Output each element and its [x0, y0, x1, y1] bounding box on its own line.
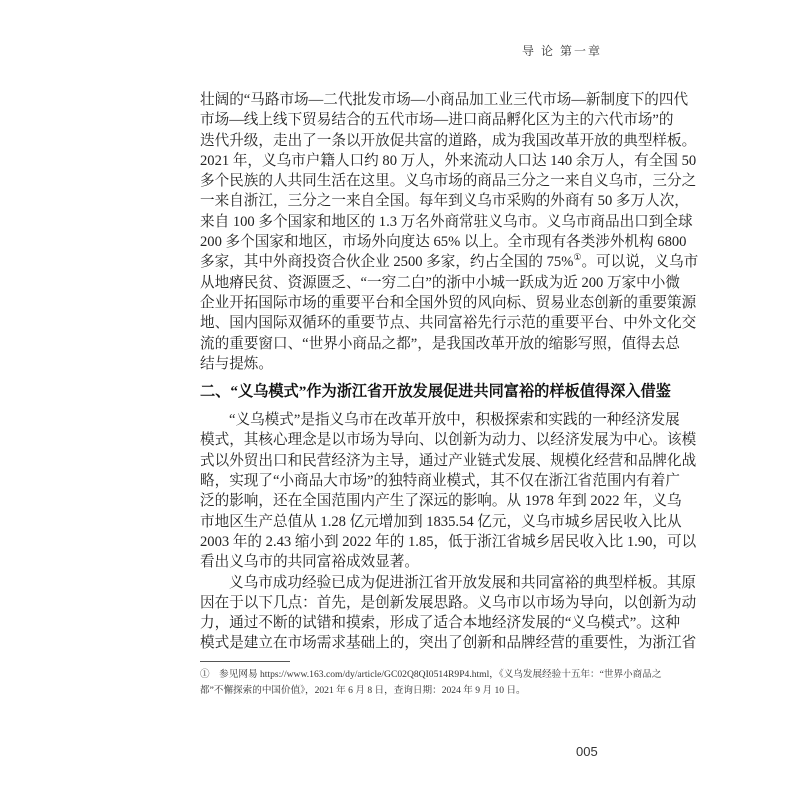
paragraph-1 [200, 90, 699, 374]
text-line: 200 多个国家和地区，市场外向度达 65% 以上。全市现有各类涉外机构 6800 [200, 234, 687, 251]
text-line: 式以外贸出口和民营经济为主导，通过产业链式发展、规模化经营和品牌化战 [200, 452, 697, 469]
text-line: 模式是建立在市场需求基础上的，突出了创新和品牌经营的重要性，为浙江省 [200, 635, 697, 652]
section-heading: 二、“义乌模式”作为浙江省开放发展促进共同富裕的样板值得深入借鉴 [200, 383, 671, 401]
footnote [200, 667, 662, 699]
footnote-marker[interactable]: ① [573, 252, 582, 263]
text-line: 因在于以下几点：首先，是创新发展思路。义乌市以市场为导向，以创新为动 [200, 594, 697, 611]
text-line: 一来自浙江，三分之一来自全国。每年到义乌市采购的外商有 50 多万人次， [200, 193, 689, 210]
text-line: 力，通过不断的试错和摸索，形成了适合本地经济发展的“义乌模式”。这种 [200, 615, 680, 632]
text-line: “义乌模式”是指义乌市在改革开放中，积极探索和实践的一种经济发展 [229, 412, 680, 429]
paragraph-3 [200, 573, 697, 654]
text-line: 企业开拓国际市场的重要平台和全国外贸的风向标、贸易业态创新的重要策源 [200, 294, 697, 311]
running-header: 导 论 第一章 [521, 44, 602, 58]
footnote-divider [200, 661, 290, 662]
body-text [200, 90, 699, 654]
text-line: 2021 年，义乌市户籍人口约 80 万人，外来流动人口达 140 余万人，有全国 50 [200, 152, 697, 169]
text-line: 壮阔的“马路市场—二代批发市场—小商品加工业三代市场—新制度下的四代 [200, 92, 689, 108]
footnote-line: ① 参见网易 https://www.163.com/dy/article/GC02Q8QI0514R9P4.html，《义乌发展经验十五年：“世界小商品之 [200, 669, 662, 680]
text-line: 看出义乌市的共同富裕成效显著。 [200, 554, 419, 571]
text-line: 从地瘠民贫、资源匮乏、“一穷二白”的浙中小城一跃成为近 200 万家中小微 [200, 274, 680, 291]
page-number: 005 [576, 744, 598, 759]
text-line: 2003 年的 2.43 缩小到 2022 年的 1.85，低于浙江省城乡居民收入比 1.90，可以 [200, 533, 697, 550]
text-line: 义乌市成功经验已成为促进浙江省开放发展和共同富裕的典型样板。其原 [229, 574, 697, 591]
text-line: 模式，其核心理念是以市场为导向、以创新为动力、以经济发展为中心。该模 [200, 432, 697, 449]
text-line [200, 252, 699, 272]
text-line: 多个民族的人共同生活在这里。义乌市场的商品三分之一来自义乌市，三分之 [200, 173, 697, 190]
text-line: 来自 100 多个国家和地区的 1.3 万名外商常驻义乌市。义乌市商品出口到全球 [200, 213, 693, 230]
text-line: 泛的影响，还在全国范围内产生了深远的影响。从 1978 年到 2022 年，义乌 [200, 493, 682, 510]
text-line: 地、国内国际双循环的重要节点、共同富裕先行示范的重要平台、中外文化交 [200, 315, 697, 332]
text-line: 市地区生产总值从 1.28 亿元增加到 1835.54 亿元，义乌市城乡居民收入比从 [200, 513, 682, 530]
text-span: 多家，其中外商投资合伙企业 2500 多家，约占全国的 75% [200, 254, 574, 271]
text-line: 流的重要窗口、“世界小商品之都”，是我国改革开放的缩影写照，值得去总 [200, 335, 680, 352]
text-line: 结与提炼。 [200, 355, 273, 372]
text-line: 略，实现了“小商品大市场”的独特商业模式，其不仅在浙江省范围内有着广 [200, 473, 680, 490]
text-span: 。可以说，义乌市 [581, 254, 699, 271]
paragraph-2 [200, 410, 697, 572]
text-line: 市场—线上线下贸易结合的五代市场—进口商品孵化区为主的六代市场”的 [200, 112, 674, 129]
footnote-line: 都”不懈探索的中国价值》，2021 年 6 月 8 日，查询日期：2024 年 9 月 10 日。 [200, 685, 526, 696]
text-line: 迭代升级，走出了一条以开放促共富的道路，成为我国改革开放的典型样板。 [200, 132, 697, 149]
